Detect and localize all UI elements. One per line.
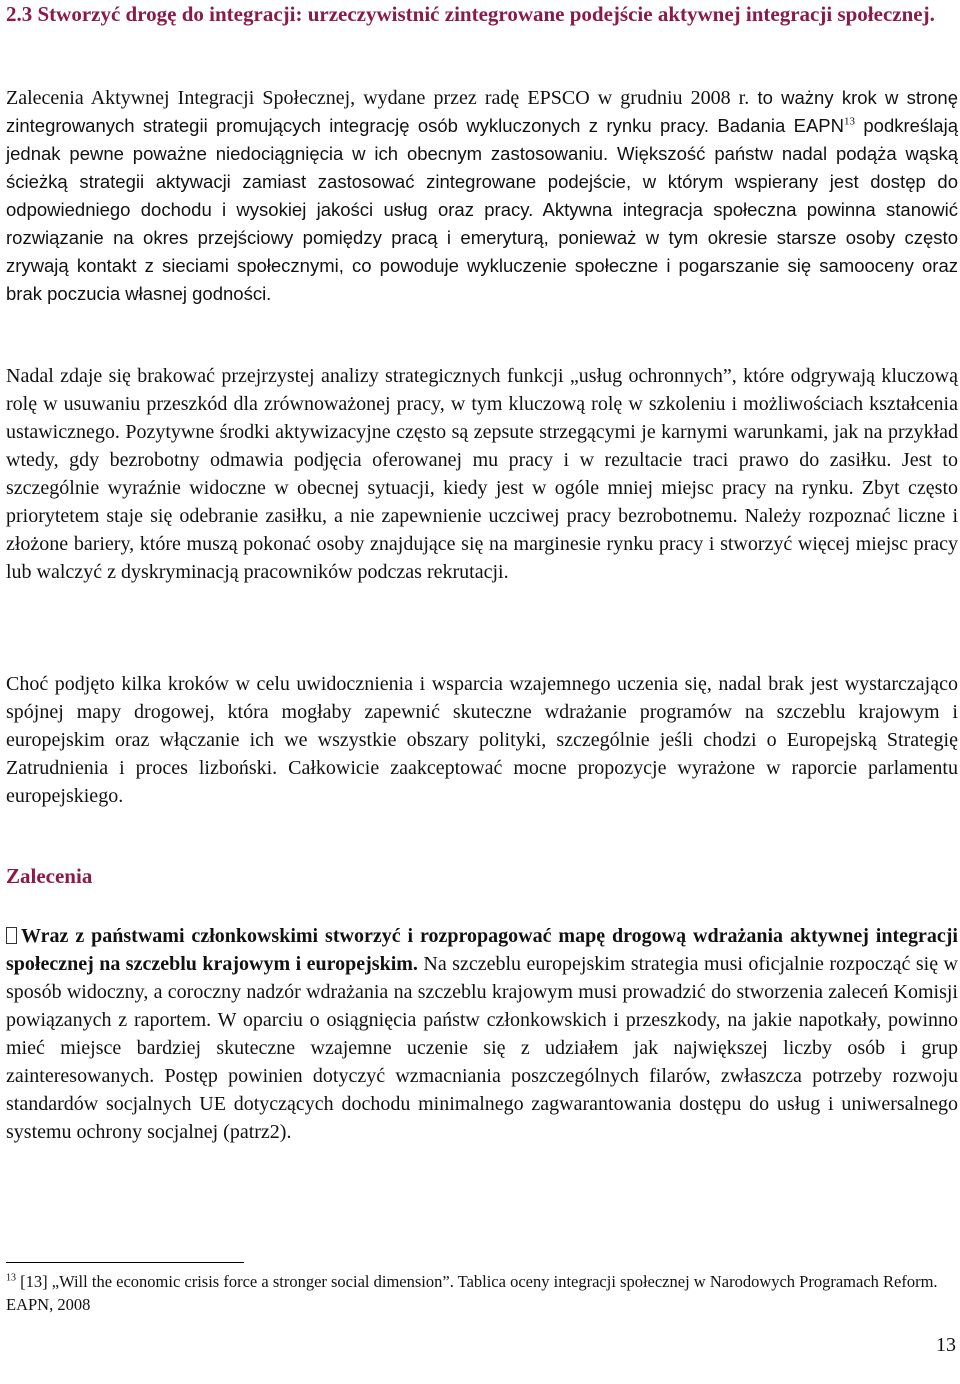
- footnote-text: [13] „Will the economic crisis force a stronger social dimension”. Tablica oceny integracji społecznej w Narodowych Programach Reform. EAPN, 2008: [6, 1272, 938, 1314]
- footnote-divider: [6, 1262, 244, 1263]
- recommendation-title: Wraz z państwami członkowskimi stworzyć i rozpropagować mapę drogową wdrażania aktywnej integracji społecznej na szczeblu krajowym i europejskim.: [6, 925, 958, 975]
- recommendations-heading: Zalecenia: [6, 864, 93, 888]
- bullet-square-icon: [6, 927, 17, 944]
- footnote-marker: 13: [6, 1272, 16, 1284]
- paragraph-1-rest: podkreślają jednak pewne poważne niedociągnięcia w ich obecnym zastosowaniu. Większość państw nadal podąża wąską ścieżką strategii aktywacji zamiast zastosować zintegrowane podejście, w którym wspierany jest dostęp do odpowiedniego dochodu i wysokiej jakości usług oraz pracy. Aktywna integracja społeczna powinna stanowić rozwiązanie na okres przejściowy pomiędzy pracą i emeryturą, ponieważ w tym okresie starsze osoby często zrywają kontakt z sieciami społecznymi, co powoduje wykluczenie społeczne i pogarszanie się samooceny oraz brak poczucia własnej godności.: [6, 115, 958, 304]
- paragraph-1: [6, 84, 958, 308]
- paragraph-3: Choć podjęto kilka kroków w celu uwidocznienia i wsparcia wzajemnego uczenia się, nadal brak jest wystarczająco spójnej mapy drogowej, która mogłaby zapewnić skuteczne wdrażanie programów na szczeblu krajowym i europejskim oraz włączanie ich we wszystkie obszary polityki, szczególnie jeśli chodzi o Europejską Strategię Zatrudnienia i proces lizboński. Całkowicie zaakceptować mocne propozycje wyrażone w raporcie parlamentu europejskiego.: [6, 673, 958, 807]
- footnote-reference[interactable]: 13: [844, 115, 856, 128]
- paragraph-1-body: to ważny krok w stronę zintegrowanych strategii promujących integrację osób wykluczonych z rynku pracy. Badania EAPN: [6, 87, 959, 136]
- section-heading: 2.3 Stworzyć drogę do integracji: urzeczywistnić zintegrowane podejście aktywnej integracji społecznej.: [6, 2, 935, 26]
- paragraph-2: Nadal zdaje się brakować przejrzystej analizy strategicznych funkcji „usług ochronnych”, które odgrywają kluczową rolę w usuwaniu przeszkód dla zrównoważonej pracy, w tym kluczową rolę w szkoleniu i możliwościach kształcenia ustawicznego. Pozytywne środki aktywizacyjne często są zepsute strzegącymi je karnymi warunkami, jak na przykład wtedy, gdy bezrobotny odmawia podjęcia oferowanej mu pracy i w rezultacie traci prawo do zasiłku. Jest to szczególnie wyraźnie widoczne w obecnej sytuacji, kiedy jest w ogóle mniej miejsc pracy na rynku. Zbyt często priorytetem staje się odebranie zasiłku, a nie zapewnienie uczciwej pracy bezrobotnemu. Należy rozpoznać liczne i złożone bariery, które muszą pokonać osoby znajdujące się na marginesie rynku pracy i stworzyć więcej miejsc pracy lub walczyć z dyskryminacją pracowników podczas rekrutacji.: [6, 365, 958, 583]
- recommendation-text: Na szczeblu europejskim strategia musi oficjalnie rozpocząć się w sposób widoczny, a coroczny nadzór wdrażania na szczeblu krajowym musi prowadzić do stworzenia zaleceń Komisji powiązanych z raportem. W oparciu o osiągnięcia państw członkowskich i przeszkody, na jakie napotkały, powinno mieć miejsce bardziej skuteczne wzajemne uczenie się z udziałem jak największej liczby osób i grup zainteresowanych. Postęp powinien dotyczyć wzmacniania poszczególnych filarów, zwłaszcza potrzeby rozwoju standardów socjalnych UE dotyczących dochodu minimalnego zagwarantowania dostępu do usług i uniwersalnego systemu ochrony socjalnej (patrz2).: [6, 953, 958, 1143]
- paragraph-1-lead: Zalecenia Aktywnej Integracji Społecznej, wydane przez radę EPSCO w grudniu 2008 r.: [6, 87, 750, 109]
- footnote: [6, 1270, 956, 1316]
- page-number: 13: [936, 1334, 956, 1356]
- recommendation-item: [6, 922, 958, 1146]
